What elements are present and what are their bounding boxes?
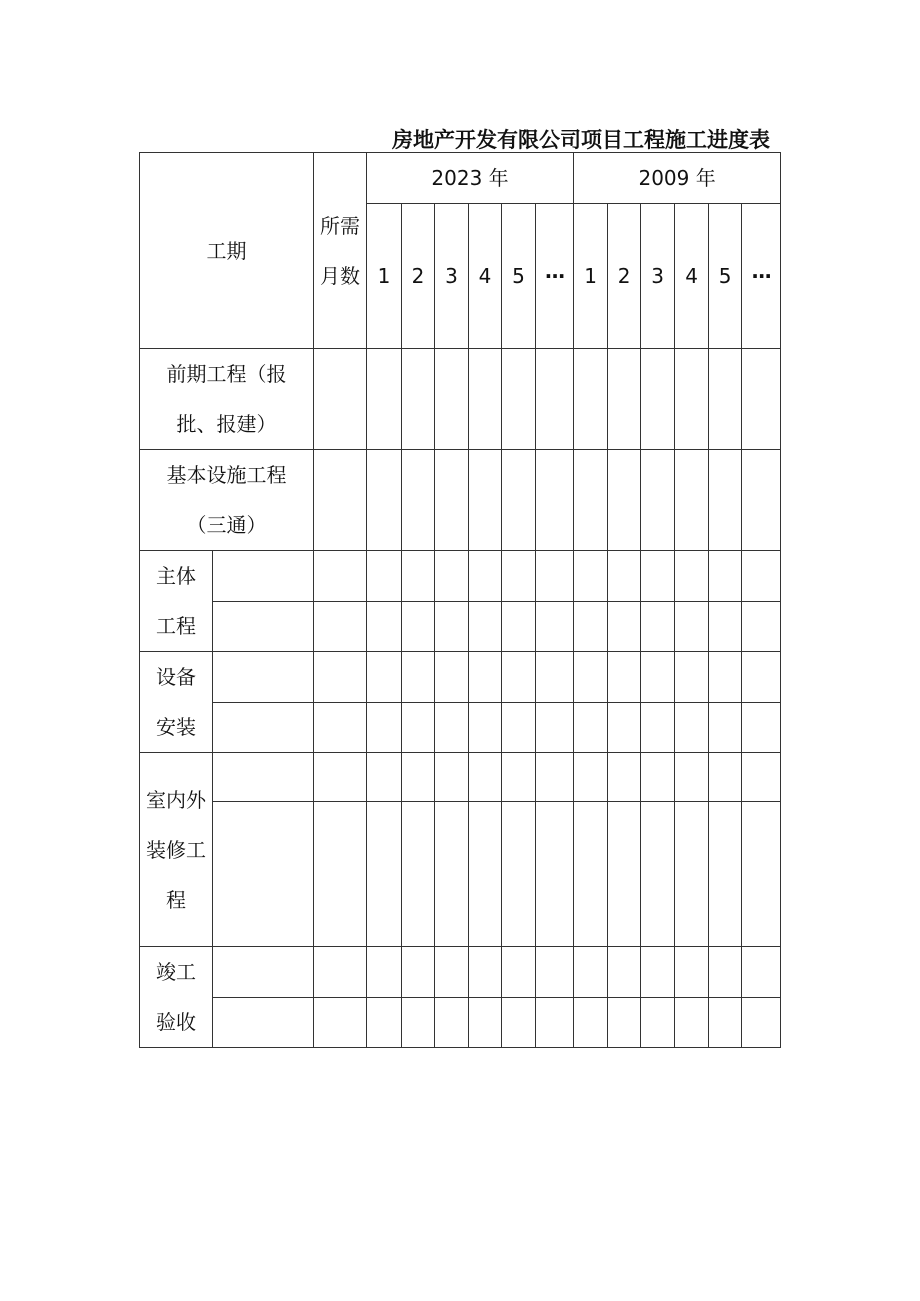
month-header: 5 (709, 204, 742, 349)
row-label-equipment: 设备 安装 (140, 652, 213, 753)
month-header: 1 (574, 204, 608, 349)
month-header: 4 (469, 204, 502, 349)
month-header: 3 (641, 204, 675, 349)
table-row (140, 753, 781, 802)
month-header: ··· (536, 204, 574, 349)
table-row (140, 652, 781, 703)
schedule-table (139, 152, 781, 1048)
table-row (140, 349, 781, 450)
table-row (140, 601, 781, 652)
table-row (140, 551, 781, 602)
row-label-main: 主体 工程 (140, 551, 213, 652)
table-row (140, 947, 781, 998)
row-label-infrastructure: 基本设施工程 （三通） (140, 450, 314, 551)
month-header: ··· (742, 204, 781, 349)
month-header: 2 (608, 204, 641, 349)
month-header: 1 (367, 204, 402, 349)
month-header: 5 (502, 204, 536, 349)
row-label-preliminary: 前期工程（报 批、报建） (140, 349, 314, 450)
month-header: 4 (675, 204, 709, 349)
table-row (140, 997, 781, 1048)
year-header-2023: 2023 年 (367, 153, 574, 204)
row-label-decoration: 室内外 装修工 程 (140, 753, 213, 947)
table-row (140, 702, 781, 753)
row-label-completion: 竣工 验收 (140, 947, 213, 1048)
month-header: 3 (435, 204, 469, 349)
phase-header: 工期 (140, 153, 314, 349)
year-header-2009: 2009 年 (574, 153, 781, 204)
month-header: 2 (402, 204, 435, 349)
table-row (140, 450, 781, 551)
months-needed-header: 所需 月数 (314, 153, 367, 349)
page-title: 房地产开发有限公司项目工程施工进度表 (392, 128, 770, 152)
table-row (140, 802, 781, 947)
